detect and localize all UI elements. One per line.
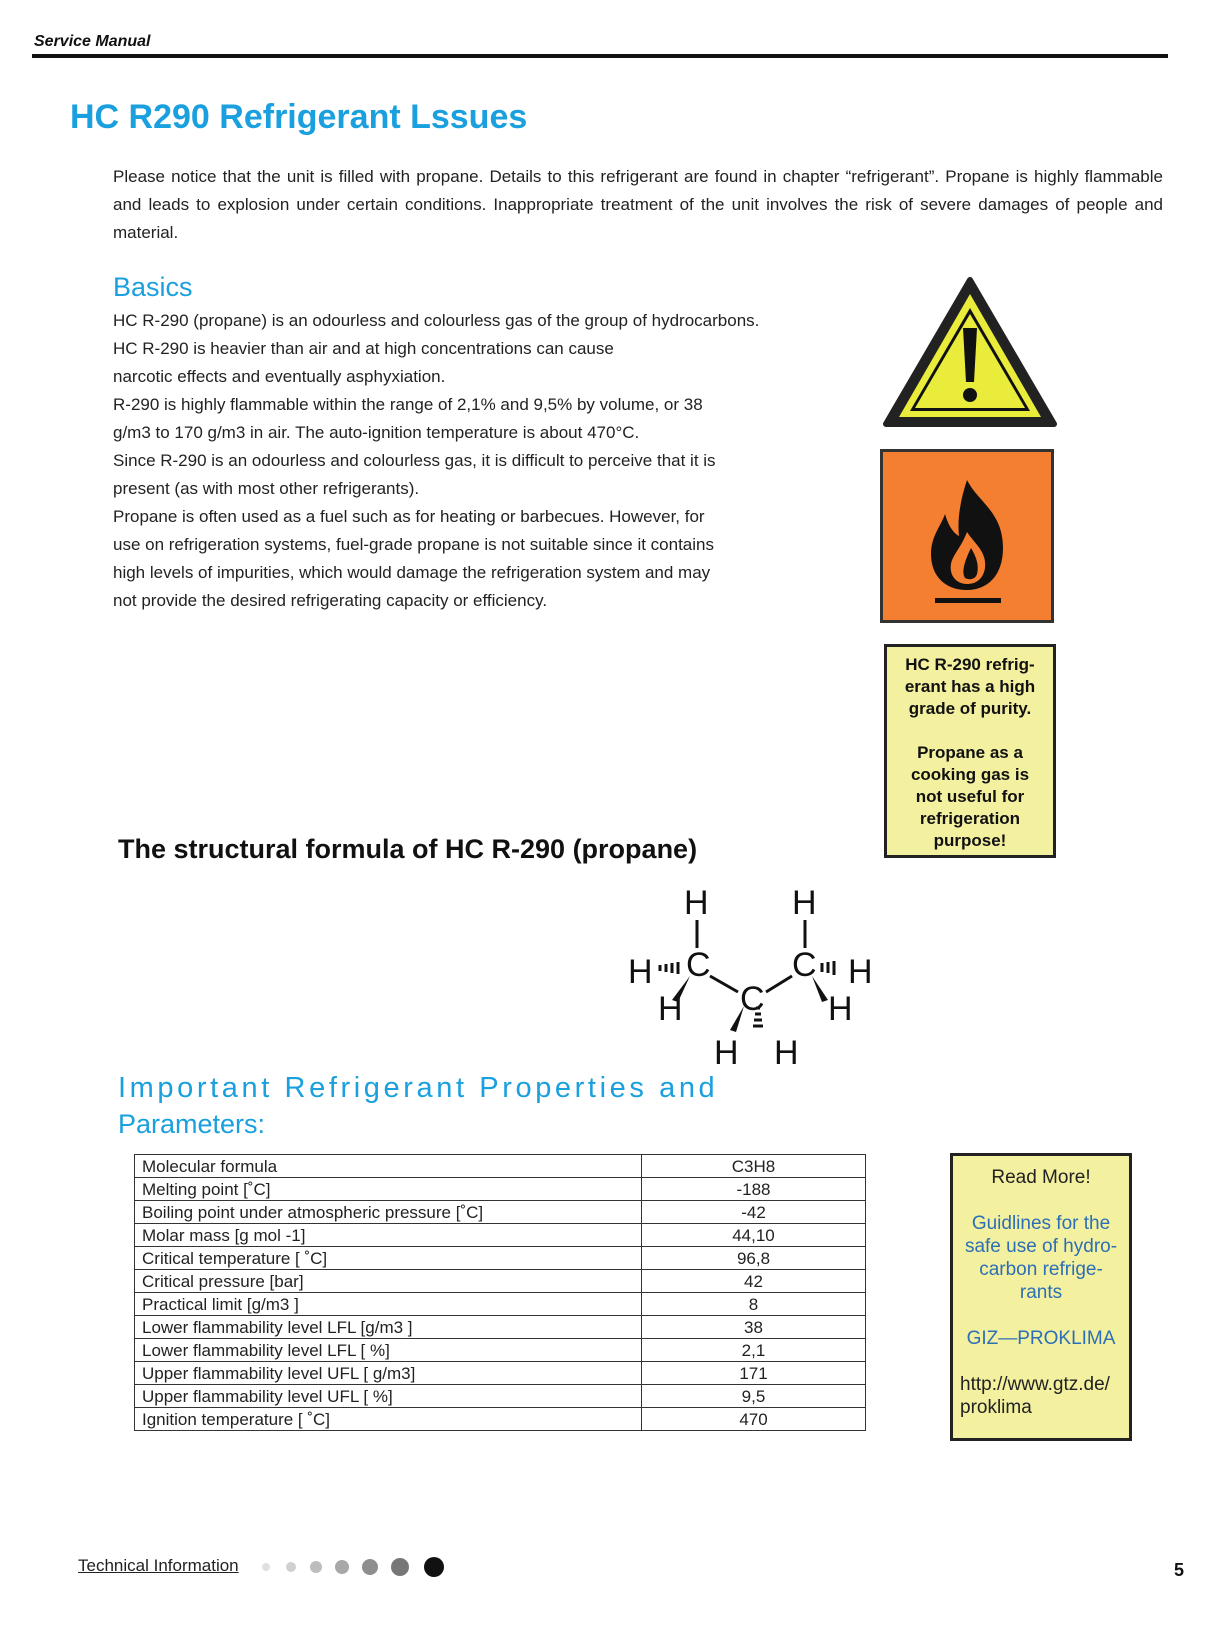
footer-section-link[interactable]: Technical Information bbox=[78, 1556, 239, 1575]
atom-h: H bbox=[774, 1034, 799, 1070]
table-row bbox=[135, 1316, 866, 1339]
property-value: -42 bbox=[642, 1201, 866, 1224]
table-row bbox=[135, 1408, 866, 1431]
note-line: not useful for bbox=[915, 787, 1025, 806]
atom-h: H bbox=[714, 1034, 739, 1070]
footer-dots-decoration bbox=[258, 1555, 458, 1579]
read-more-title: Read More! bbox=[991, 1167, 1091, 1188]
atom-h: H bbox=[684, 884, 709, 922]
property-label: Lower flammability level LFL [g/m3 ] bbox=[135, 1316, 642, 1339]
table-row bbox=[135, 1293, 866, 1316]
header-title: Service Manual bbox=[34, 33, 151, 50]
purity-note bbox=[884, 644, 1056, 858]
basics-text bbox=[113, 307, 759, 615]
note-line: grade of purity. bbox=[908, 699, 1032, 718]
params-heading: Important Refrigerant Properties and bbox=[118, 1072, 719, 1104]
guide-line[interactable]: Guidlines for the bbox=[971, 1213, 1111, 1234]
table-row bbox=[135, 1178, 866, 1201]
read-more-box bbox=[950, 1153, 1132, 1441]
property-label: Ignition temperature [ ˚C] bbox=[135, 1408, 642, 1431]
basics-line: g/m3 to 170 g/m3 in air. The auto-ignition temperature is about 470°C. bbox=[113, 423, 640, 442]
basics-line: high levels of impurities, which would damage the refrigeration system and may bbox=[113, 563, 711, 582]
property-label: Molar mass [g mol -1] bbox=[135, 1224, 642, 1247]
basics-line: narcotic effects and eventually asphyxiation. bbox=[113, 367, 446, 386]
table-row bbox=[135, 1339, 866, 1362]
atom-h: H bbox=[848, 953, 873, 991]
atom-c: C bbox=[740, 980, 765, 1018]
property-value: 9,5 bbox=[642, 1385, 866, 1408]
note-line: HC R-290 refrig- bbox=[905, 655, 1035, 674]
flammable-sign bbox=[880, 449, 1054, 623]
formula-heading: The structural formula of HC R-290 (propane) bbox=[118, 834, 698, 864]
property-label: Critical temperature [ ˚C] bbox=[135, 1247, 642, 1270]
basics-line: HC R-290 (propane) is an odourless and colourless gas of the group of hydrocarbons. bbox=[113, 311, 760, 330]
property-value: 38 bbox=[642, 1316, 866, 1339]
atom-h: H bbox=[828, 990, 853, 1028]
atom-h: H bbox=[628, 953, 653, 991]
property-value: 2,1 bbox=[642, 1339, 866, 1362]
property-value: 42 bbox=[642, 1270, 866, 1293]
params-heading-line2: Parameters: bbox=[118, 1109, 266, 1139]
url-line[interactable]: proklima bbox=[960, 1397, 1032, 1418]
property-label: Lower flammability level LFL [ %] bbox=[135, 1339, 642, 1362]
basics-heading: Basics bbox=[113, 272, 193, 302]
atom-c: C bbox=[686, 946, 711, 984]
basics-line: R-290 is highly flammable within the range of 2,1% and 9,5% by volume, or 38 bbox=[113, 395, 703, 414]
table-row bbox=[135, 1201, 866, 1224]
note-line: refrigeration bbox=[919, 809, 1021, 828]
property-value: -188 bbox=[642, 1178, 866, 1201]
atom-h: H bbox=[792, 884, 817, 922]
atom-c: C bbox=[792, 946, 817, 984]
property-label: Practical limit [g/m3 ] bbox=[135, 1293, 642, 1316]
org-name[interactable]: GIZ—PROKLIMA bbox=[966, 1328, 1116, 1349]
intro-paragraph: Please notice that the unit is filled with propane. Details to this refrigerant are found in chapter “refrigerant”. Propane is highly flammable and leads to explosion under certain conditions. Inappropriate treatment of the unit involves the risk of severe damages of people and material. bbox=[113, 167, 1163, 242]
property-label: Upper flammability level UFL [ %] bbox=[135, 1385, 642, 1408]
table-row bbox=[135, 1155, 866, 1178]
properties-table bbox=[134, 1154, 866, 1431]
guide-line[interactable]: safe use of hydro- bbox=[964, 1236, 1118, 1257]
url-line[interactable]: http://www.gtz.de/ bbox=[960, 1374, 1110, 1395]
basics-line: not provide the desired refrigerating capacity or efficiency. bbox=[113, 591, 548, 610]
property-label: Upper flammability level UFL [ g/m3] bbox=[135, 1362, 642, 1385]
basics-line: HC R-290 is heavier than air and at high concentrations can cause bbox=[113, 339, 614, 358]
property-value: 171 bbox=[642, 1362, 866, 1385]
property-value: 96,8 bbox=[642, 1247, 866, 1270]
property-label: Boiling point under atmospheric pressure [˚C] bbox=[135, 1201, 642, 1224]
property-value: 470 bbox=[642, 1408, 866, 1431]
note-line: cooking gas is bbox=[910, 765, 1030, 784]
page-title: HC R290 Refrigerant Lssues bbox=[70, 98, 528, 136]
note-line: erant has a high bbox=[904, 677, 1036, 696]
table-row bbox=[135, 1247, 866, 1270]
table-row bbox=[135, 1224, 866, 1247]
table-row bbox=[135, 1270, 866, 1293]
property-value: 44,10 bbox=[642, 1224, 866, 1247]
property-label: Melting point [˚C] bbox=[135, 1178, 642, 1201]
property-value: C3H8 bbox=[642, 1155, 866, 1178]
basics-line: Propane is often used as a fuel such as for heating or barbecues. However, for bbox=[113, 507, 705, 526]
page-number: 5 bbox=[1174, 1560, 1185, 1580]
property-label: Molecular formula bbox=[135, 1155, 642, 1178]
guide-line[interactable]: carbon refrige- bbox=[979, 1259, 1103, 1280]
table-row bbox=[135, 1362, 866, 1385]
property-label: Critical pressure [bar] bbox=[135, 1270, 642, 1293]
note-line: Propane as a bbox=[917, 743, 1023, 762]
atom-h: H bbox=[658, 990, 683, 1028]
guide-line[interactable]: rants bbox=[1019, 1282, 1063, 1303]
basics-line: use on refrigeration systems, fuel-grade propane is not suitable since it contains bbox=[113, 535, 714, 554]
note-line: purpose! bbox=[933, 831, 1007, 850]
flame-icon bbox=[883, 452, 1051, 620]
propane-structure-diagram bbox=[620, 880, 900, 1070]
header-rule bbox=[32, 54, 1168, 58]
warning-triangle-icon bbox=[880, 274, 1060, 430]
table-row bbox=[135, 1385, 866, 1408]
basics-line: Since R-290 is an odourless and colourless gas, it is difficult to perceive that it is bbox=[113, 451, 716, 470]
basics-line: present (as with most other refrigerants). bbox=[113, 479, 420, 498]
property-value: 8 bbox=[642, 1293, 866, 1316]
